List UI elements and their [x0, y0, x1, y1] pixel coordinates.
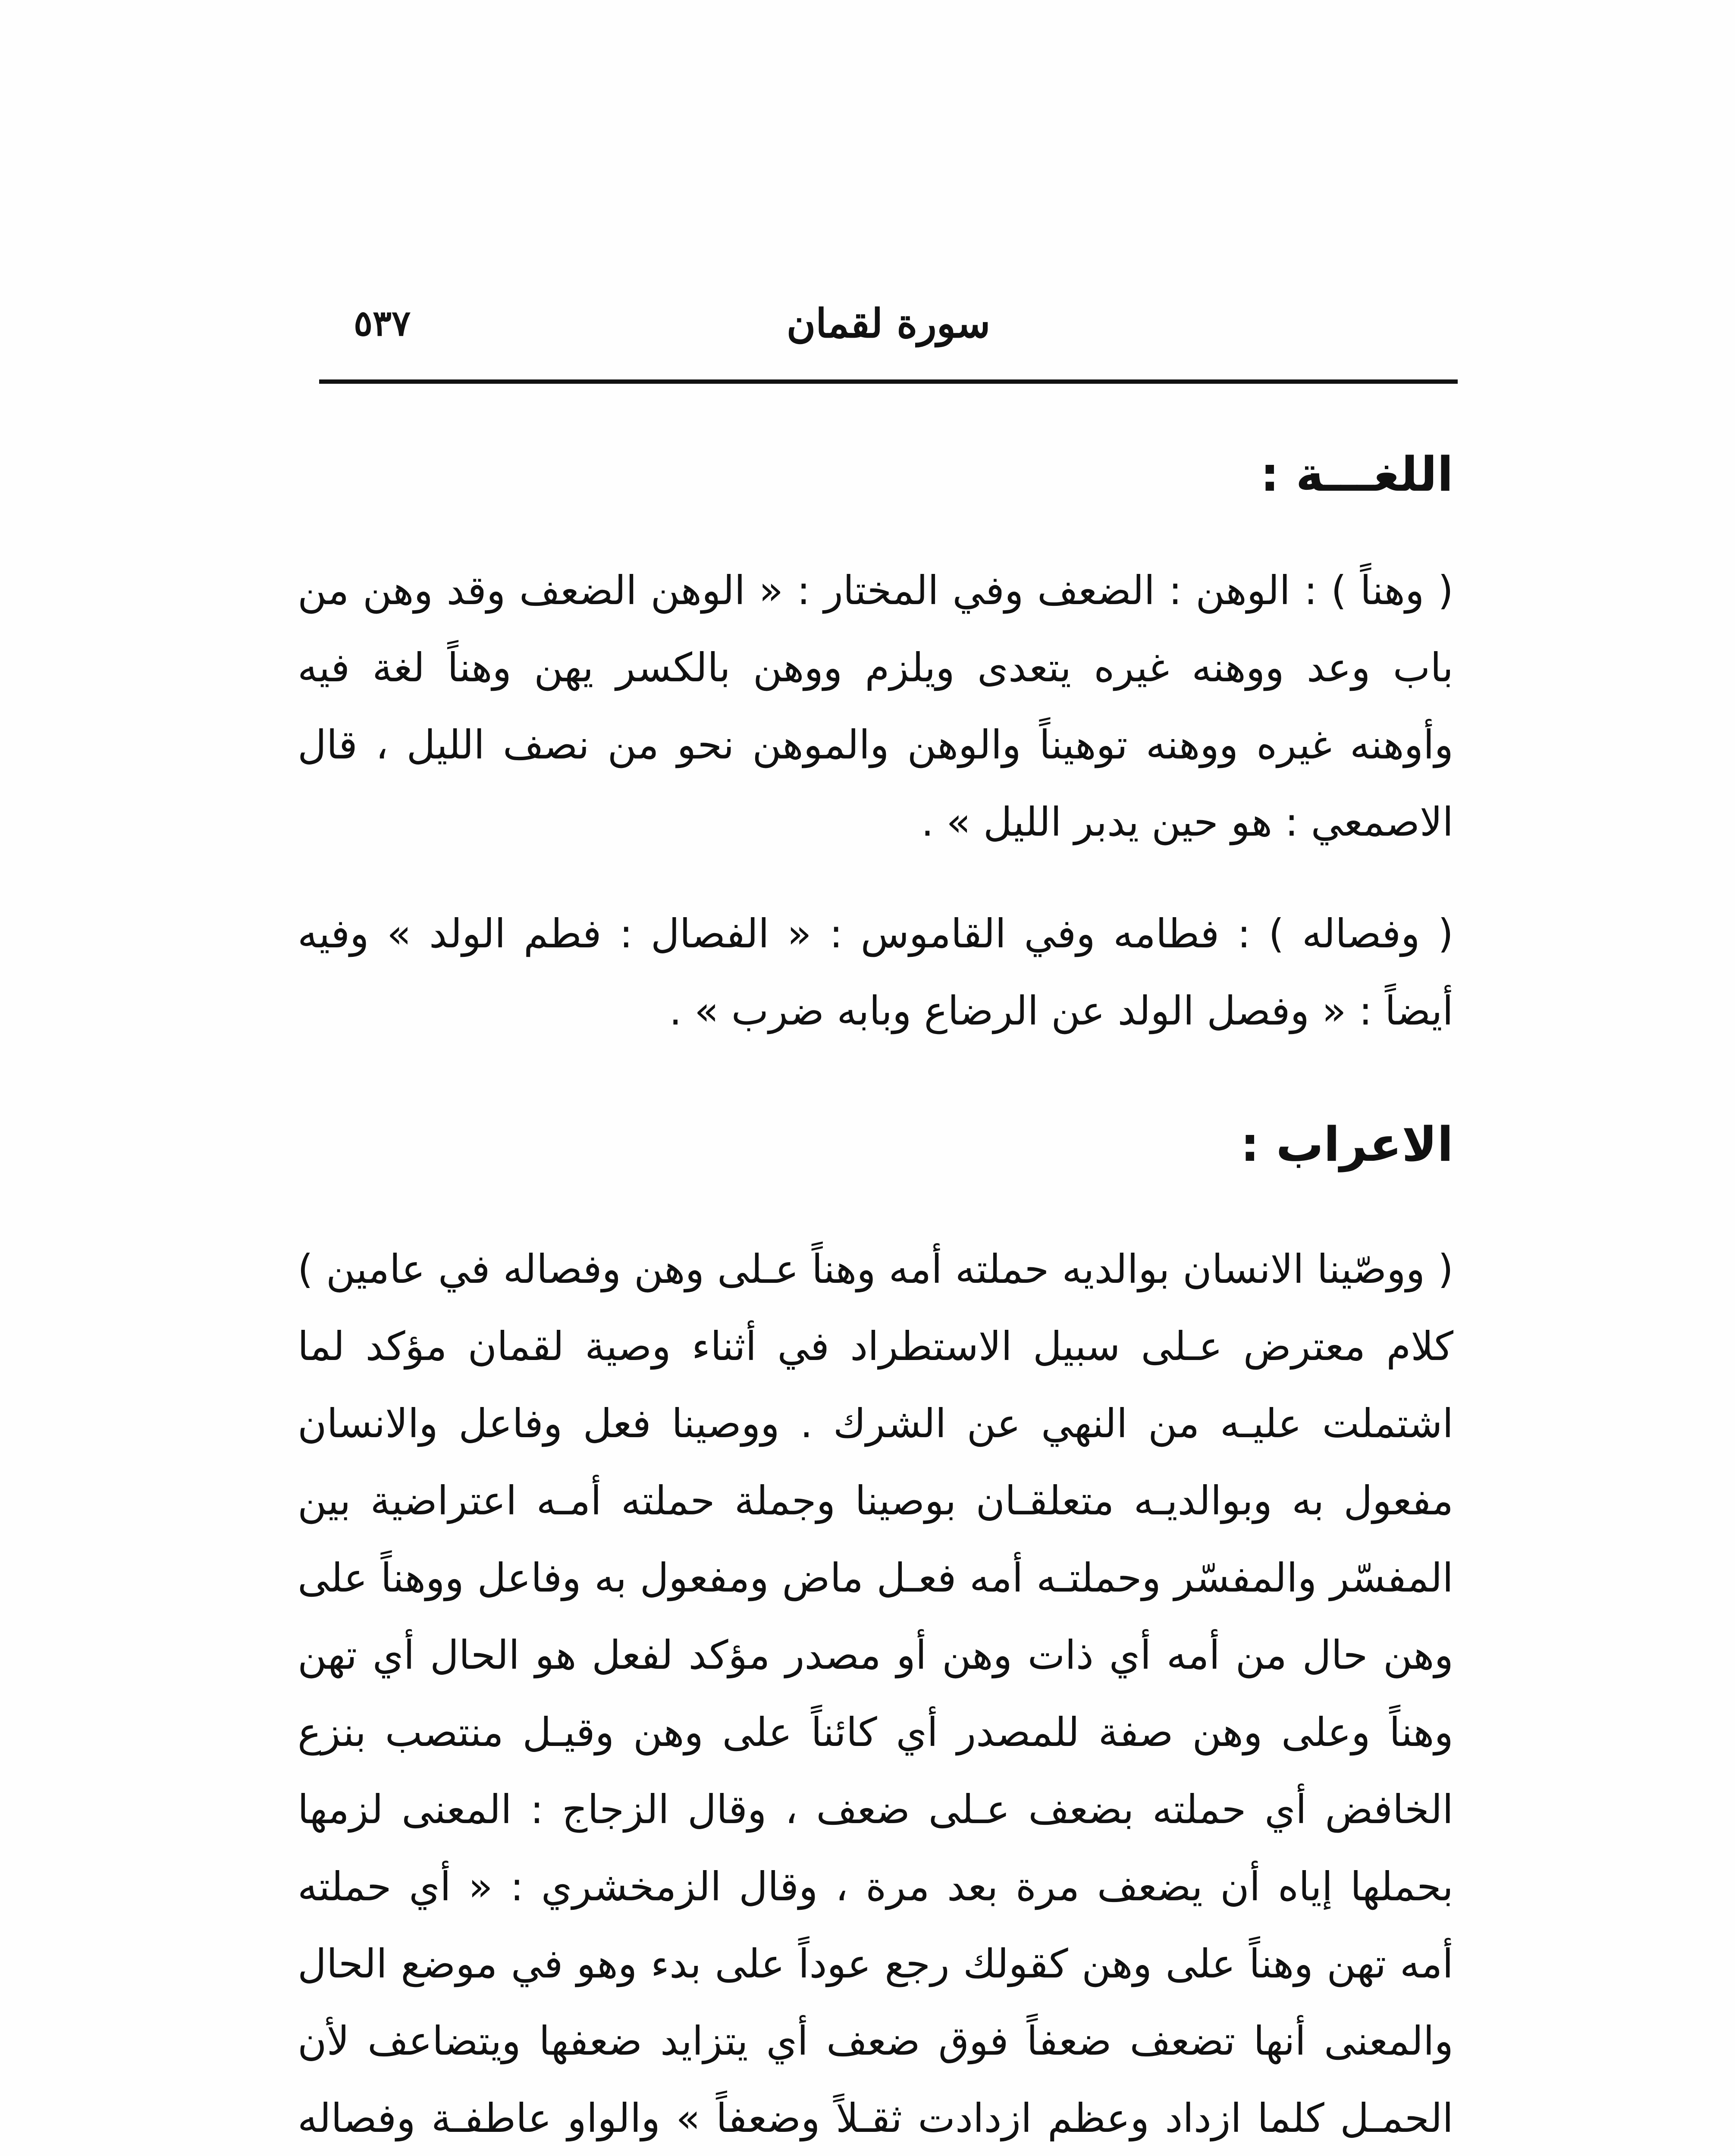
- header-rule: [319, 379, 1458, 384]
- page-number: ٥٣٧: [354, 303, 411, 344]
- irab-paragraph: ( ووصّينا الانسان بوالديه حملته أمه وهناً عـلى وهن وفصاله في عامين ) كلام معترض عـلى سبيل الاستطراد في أثناء وصية لقمان مؤكد لما اشتملت عليـه من النهي عن الشرك . ووصينا فعل وفاعل والانسان مفعول به وبوالديـه متعلقـان بوصينا وجملة حملته أمـه اعتراضية بين المفسّر والمفسّر وحملتـه أمه فعـل ماض ومفعول به وفاعل ووهناً على وهن حال من أمه أي ذات وهن أو مصدر مؤكد لفعل هو الحال أي تهن وهناً وعلى وهن صفة للمصدر أي كائناً على وهن وقيـل منتصب بنزع الخافض أي حملته بضعف عـلى ضعف ، وقال الزجاج : المعنى لزمها بحملها إياه أن يضعف مرة بعد مرة ، وقال الزمخشري : « أي حملته أمه تهن وهناً على وهن كقولك رجع عوداً على بدء وهو في موضع الحال والمعنى أنها تضعف ضعفاً فوق ضعف أي يتزايد ضعفها ويتضاعف لأن الحمـل كلما ازداد وعظم ازدادت ثقـلاً وضعفاً » والواو عاطفـة وفصاله: [298, 1246, 1453, 2141]
- section-heading-lugha: اللغـــة :: [1260, 447, 1453, 502]
- page-body: [298, 414, 1453, 2156]
- lugha-paragraph-fisaluh: ( وفصاله ) : فطامه وفي القاموس : « الفصال : فطم الولد » وفيه أيضاً : « وفصل الولد عن الرضاع وبابه ضرب » .: [298, 911, 1453, 1034]
- section-heading-irab: الاعراب :: [1240, 1117, 1453, 1172]
- page-header: [319, 298, 1458, 371]
- running-title: سورة لقمان: [786, 300, 991, 347]
- lugha-paragraph-wahnan: ( وهناً ) : الوهن : الضعف وفي المختار : « الوهن الضعف وقد وهن من باب وعد ووهنه غيره يتعدى ويلزم ووهن بالكسر يهن وهناً لغة فيه وأوهنه غيره ووهنه توهيناً والوهن والموهن نحو من نصف الليل ، قال الاصمعي : هو حين يدبر الليل » .: [298, 567, 1453, 845]
